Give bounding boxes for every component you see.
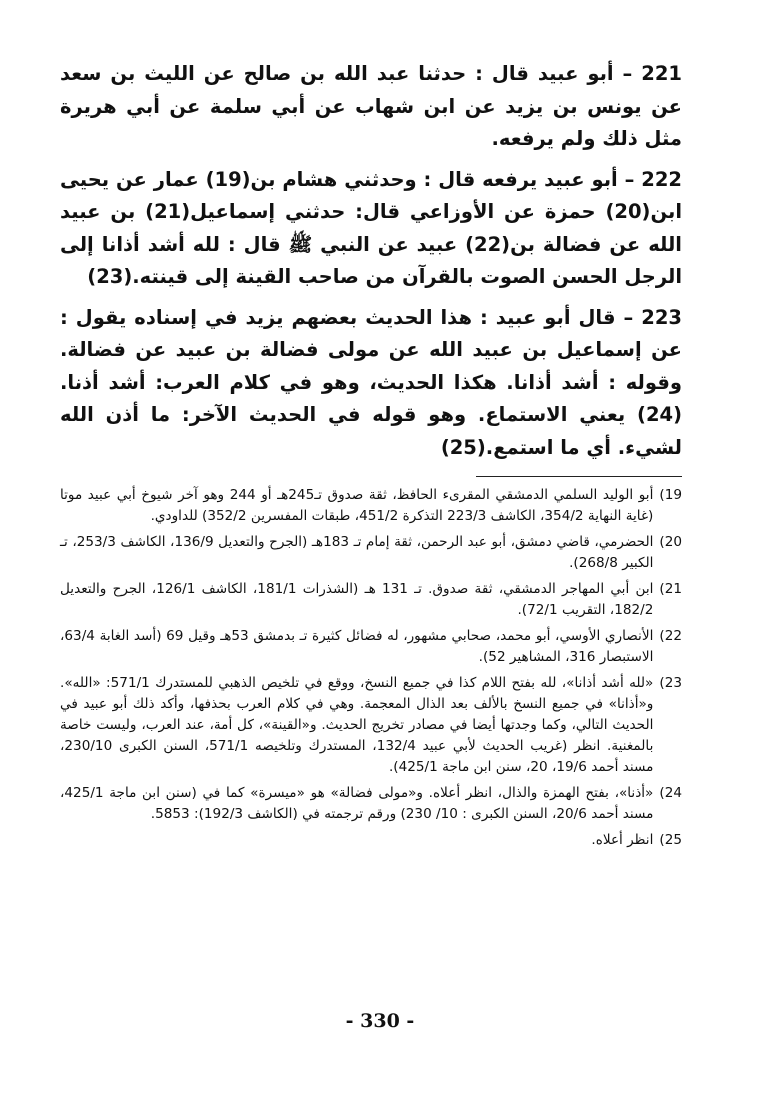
footnote-text: الأنصاري الأوسي، أبو محمد، صحابي مشهور، له فضائل كثيرة تـ بدمشق 53هـ وقيل 69 (أسد الغابة 63/4، الاستبصار 316، المشاهير 52). <box>60 628 654 665</box>
footnote-23 <box>60 673 682 778</box>
footnote-number: 20) <box>659 534 682 550</box>
footnote-text: انظر أعلاه. <box>591 832 654 848</box>
footnote-21 <box>60 579 682 621</box>
footnote-separator <box>476 476 682 477</box>
paragraph-222: 222 – أبو عبيد يرفعه قال : وحدثني هشام بن(19) عمار عن يحيى ابن(20) حمزة عن الأوزاعي قال: حدثني إسماعيل(21) بن عبيد الله عن فضالة بن(22) عبيد عن النبي ﷺ قال : لله أشد أذانا إلى الرجل الحسن الصوت بالقرآن من صاحب القينة إلى قينته.(23) <box>60 167 683 288</box>
footnote-25 <box>60 830 682 851</box>
page-body <box>60 58 682 856</box>
footnote-text: «لله أشد أذانا»، لله بفتح اللام كذا في جميع النسخ، ووقع في تلخيص الذهبي للمستدرك 571/1: «الله». و«أذانا» في جميع النسخ بالألف بعد الذال المعجمة. وهي في كلام العرب بحذفها، وأكد ذلك أبو عبيد في الحديث التالي، وكما وجدتها أيضا في مصادر تخريج الحديث. و«القينة»، كل أمة، عند العرب، وليست خاصة بالمغنية. انظر (غريب الحديث لأبي عبيد 132/4، المستدرك وتلخيصه 571/1، السنن الكبرى 230/10، مسند أحمد 19/6، 20، سنن ابن ماجة 425/1). <box>60 675 654 775</box>
footnote-24 <box>60 783 682 825</box>
footnote-text: «أذنا»، بفتح الهمزة والذال، انظر أعلاه. و«مولى فضالة» هو «ميسرة» كما في (سنن ابن ماجة 425/1، مسند أحمد 20/6، السنن الكبرى : 10/ 230) ورقم ترجمته في (الكاشف 192/3): 5853. <box>60 785 654 822</box>
footnote-number: 19) <box>659 487 682 503</box>
footnote-20 <box>60 532 682 574</box>
page-number: - 330 - <box>345 1010 415 1032</box>
footnote-number: 21) <box>659 581 682 597</box>
footnote-text: ابن أبي المهاجر الدمشقي، ثقة صدوق. تـ 131 هـ (الشذرات 181/1، الكاشف 126/1، الجرح والتعديل 182/2، التقريب 72/1). <box>60 581 654 618</box>
footnote-text: أبو الوليد السلمي الدمشقي المقرىء الحافظ، ثقة صدوق تـ245هـ أو 244 وهو آخر شيوخ أبي عبيد موتا (غاية النهاية 354/2، الكاشف 223/3 التذكرة 451/2، طبقات المفسرين 352/2) للداودي. <box>60 487 654 524</box>
footnote-number: 23) <box>659 675 682 691</box>
footnote-number: 24) <box>659 785 682 801</box>
footnote-22 <box>60 626 682 668</box>
footnote-text: الحضرمي، قاضي دمشق، أبو عبد الرحمن، ثقة إمام تـ 183هـ (الجرح والتعديل 136/9، الكاشف 253/3، تـ الكبير 268/8). <box>60 534 654 571</box>
footnote-number: 22) <box>659 628 682 644</box>
paragraph-223: 223 – قال أبو عبيد : هذا الحديث بعضهم يزيد في إسناده يقول : عن إسماعيل بن عبيد الله عن مولى فضالة بن عبيد عن فضالة. وقوله : أشد أذانا. هكذا الحديث، وهو في كلام العرب: أشد أذنا.(24) يعني الاستماع. وهو قوله في الحديث الآخر: ما أذن الله لشيء. أي ما استمع.(25) <box>60 305 682 459</box>
footnote-number: 25) <box>659 832 682 848</box>
footnote-19 <box>60 485 682 527</box>
paragraph-221: 221 – أبو عبيد قال : حدثنا عبد الله بن صالح عن الليث بن سعد عن يونس بن يزيد عن ابن شهاب عن أبي سلمة عن أبي هريرة مثل ذلك ولم يرفعه. <box>60 62 682 150</box>
